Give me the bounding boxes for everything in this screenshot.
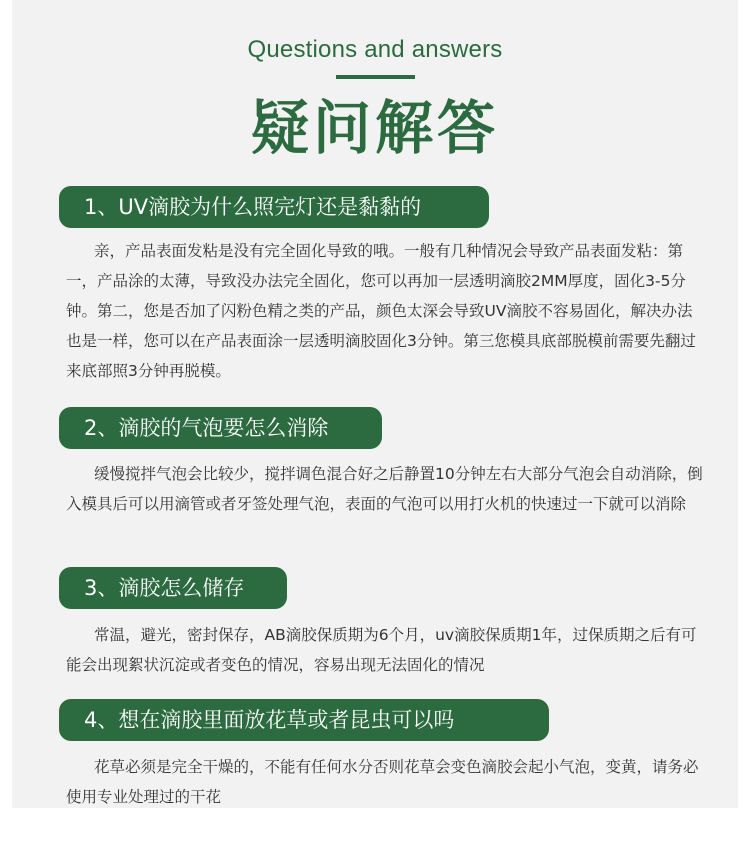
page-title: 疑问解答: [250, 94, 499, 162]
faq-answer-2: 缓慢搅拌气泡会比较少，搅拌调色混合好之后静置10分钟左右大部分气泡会自动消除，倒入模具后可以用滴管或者牙签处理气泡，表面的气泡可以用打火机的快速过一下就可以消除: [66, 465, 703, 513]
subtitle-underline: [336, 75, 415, 79]
faq-question-3: 3、滴胶怎么储存: [59, 567, 287, 609]
section-subtitle: Questions and answers: [247, 36, 503, 63]
faq-question-1: 1、UV滴胶为什么照完灯还是黏黏的: [59, 186, 489, 228]
faq-answer-1: 亲，产品表面发粘是没有完全固化导致的哦。一般有几种情况会导致产品表面发粘：第一，产品涂的太薄，导致没办法完全固化，您可以再加一层透明滴胶2MM厚度，固化3-5分钟。第二，您是否加了闪粉色精之类的产品，颜色太深会导致UV滴胶不容易固化，解决办法也是一样，您可以在产品表面涂一层透明滴胶固化3分钟。第三您模具底部脱模前需要先翻过来底部照3分钟再脱模。: [66, 242, 696, 380]
faq-answer-4: 花草必须是完全干燥的，不能有任何水分否则花草会变色滴胶会起小气泡，变黄，请务必使用专业处理过的干花: [66, 758, 699, 806]
faq-answer-3: 常温，避光，密封保存，AB滴胶保质期为6个月，uv滴胶保质期1年，过保质期之后有可能会出现絮状沉淀或者变色的情况，容易出现无法固化的情况: [66, 626, 697, 674]
faq-question-2: 2、滴胶的气泡要怎么消除: [59, 407, 382, 449]
faq-question-4: 4、想在滴胶里面放花草或者昆虫可以吗: [59, 699, 549, 741]
